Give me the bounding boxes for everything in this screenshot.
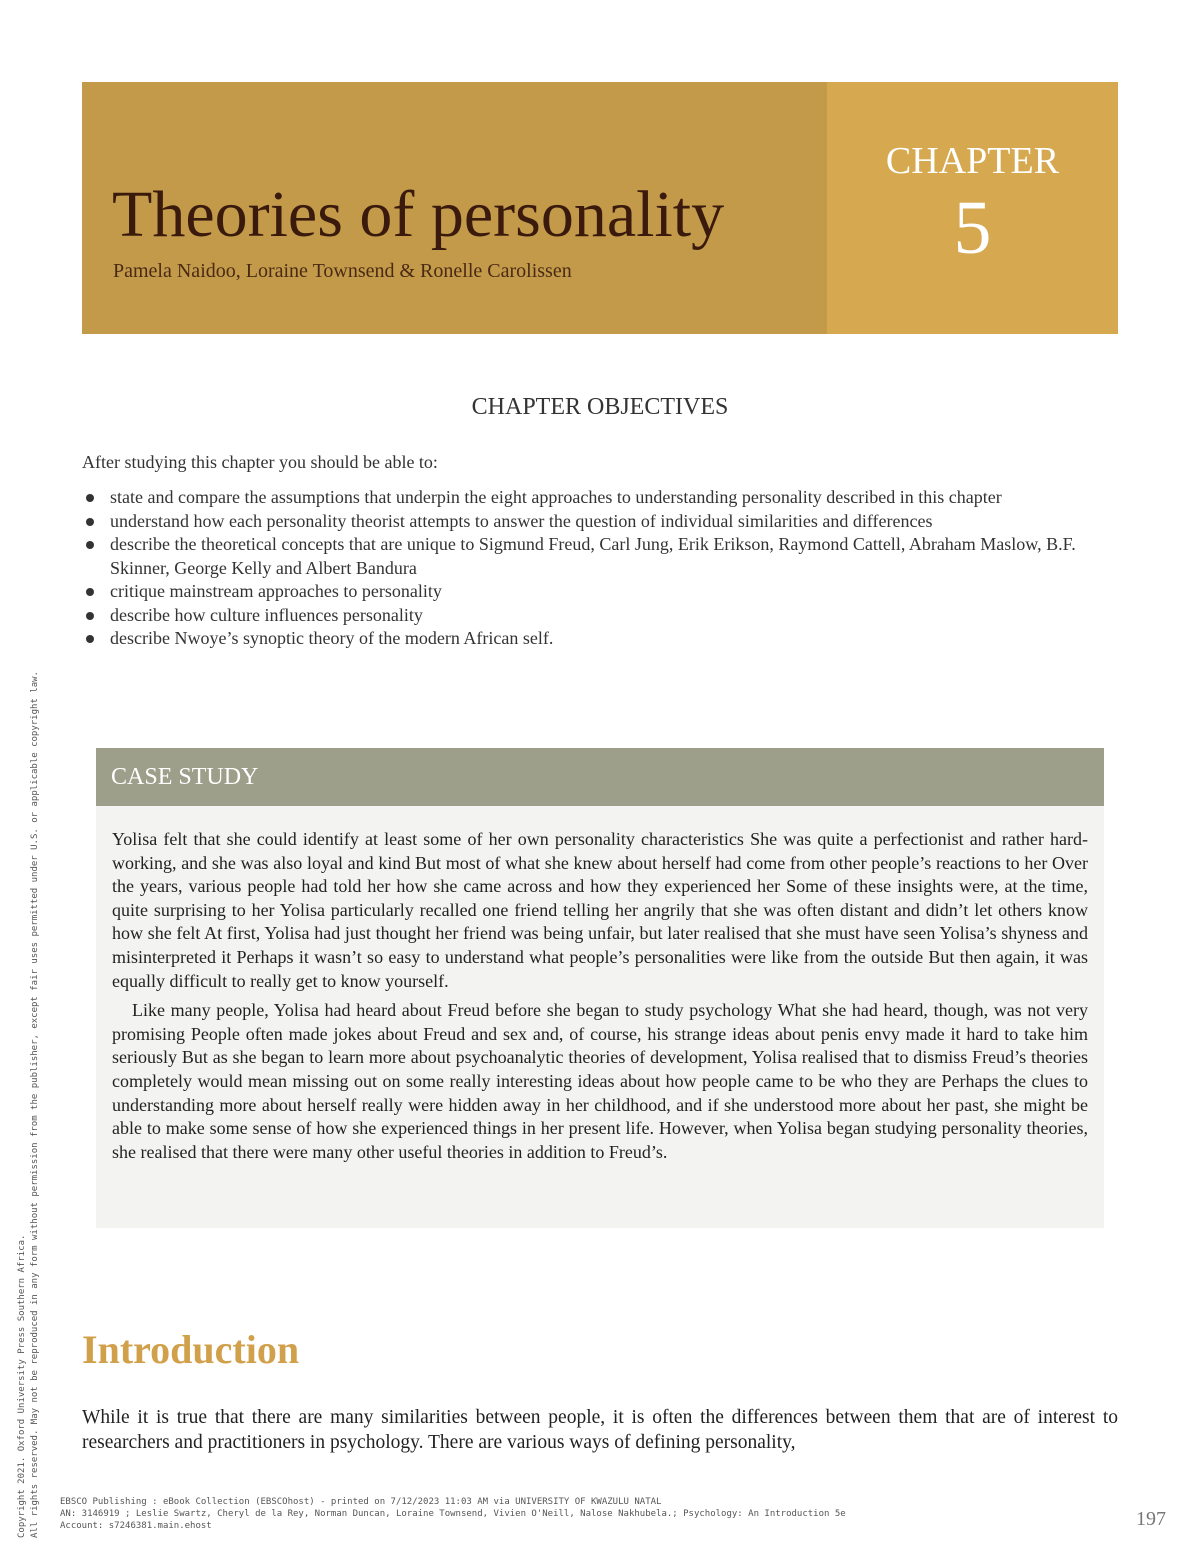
footer-line: AN: 3146919 ; Leslie Swartz, Cheryl de la Rey, Norman Duncan, Loraine Townsend, Vivien O'Neill, Nalose Nakhubela.; Psychology: An Introduction 5e: [60, 1509, 846, 1519]
chapter-label: CHAPTER: [885, 140, 1060, 182]
objective-text: understand how each personality theorist attempts to answer the question of individual similarities and differences: [110, 510, 933, 531]
copyright-line: All rights reserved. May not be reproduced in any form without permission from the publisher, except fair uses permitted under U.S. or applicable copyright law.: [30, 671, 40, 1538]
print-footer: [60, 1496, 1080, 1532]
banner-title-panel: [82, 82, 827, 334]
page-number: 197: [1136, 1508, 1166, 1530]
chapter-title: Theories of personality: [112, 178, 725, 251]
introduction-text: While it is true that there are many similarities between people, it is often the differences between them that are of interest to researchers and practitioners in psychology. There are various ways of defining personality,: [82, 1407, 1118, 1453]
bullet-icon: [86, 541, 94, 549]
objective-text: describe the theoretical concepts that are unique to Sigmund Freud, Carl Jung, Erik Erikson, Raymond Cattell, Abraham Maslow, B.F. Skinner, George Kelly and Albert Bandura: [110, 534, 1076, 578]
case-study-paragraph: Yolisa felt that she could identify at least some of her own personality characteristics She was quite a perfectionist and rather hard-working, and she was also loyal and kind But most of what she knew about herself had come from other people’s reactions to her Over the years, various people had told her how she came across and how they experienced her Some of these insights were, at the time, quite surprising to her Yolisa particularly recalled one friend telling her angrily that she was often distant and didn’t let others know how she felt At first, Yolisa had just thought her friend was being unfair, but later realised that she must have seen Yolisa’s shyness and misinterpreted it Perhaps it wasn’t so easy to understand what people’s personalities were like from the outside But then again, it was equally difficult to really get to know yourself.: [112, 829, 1088, 991]
objectives-list: [82, 486, 1112, 651]
copyright-line: Copyright 2021. Oxford University Press Southern Africa.: [17, 1234, 27, 1538]
case-study-box: [96, 748, 1104, 1228]
case-study-paragraph: Like many people, Yolisa had heard about Freud before she began to study psychology What she had heard, though, was not very promising People often made jokes about Freud and sex and, of course, his strange ideas about penis envy made it hard to take him seriously But as she began to learn more about psychoanalytic theories of development, Yolisa realised that to dismiss Freud’s theories completely would mean missing out on some really interesting ideas about how people came to be who they are Perhaps the clues to understanding more about herself really were hidden away in her childhood, and if she understood more about her past, she might be able to make some sense of how she experienced things in her present life. However, when Yolisa began studying personality theories, she realised that there were many other useful theories in addition to Freud’s.: [112, 1000, 1088, 1162]
objective-item: [82, 604, 1112, 628]
case-study-heading: CASE STUDY: [96, 748, 1104, 806]
chapter-banner: [82, 82, 1118, 334]
chapter-number: 5: [953, 186, 992, 270]
objective-item: [82, 486, 1112, 510]
objective-item: [82, 510, 1112, 534]
banner-chapter-panel: [827, 82, 1118, 334]
objective-text: state and compare the assumptions that underpin the eight approaches to understanding personality described in this chapter: [110, 487, 1002, 507]
objective-text: describe how culture influences personality: [110, 604, 423, 625]
objective-text: describe Nwoye’s synoptic theory of the modern African self.: [110, 628, 554, 648]
bullet-icon: [86, 612, 94, 620]
objectives-intro: After studying this chapter you should be able to:: [82, 452, 438, 472]
footer-line: EBSCO Publishing : eBook Collection (EBSCOhost) - printed on 7/12/2023 11:03 AM via UNIVERSITY OF KWAZULU NATAL: [60, 1497, 662, 1507]
case-study-body: [96, 806, 1104, 1164]
objective-item: [82, 627, 1112, 651]
bullet-icon: [86, 518, 94, 526]
introduction-heading: Introduction: [82, 1327, 300, 1372]
chapter-authors: Pamela Naidoo, Loraine Townsend & Ronelle Carolissen: [113, 260, 572, 282]
footer-line: Account: s7246381.main.ehost: [60, 1521, 212, 1531]
objectives-heading: CHAPTER OBJECTIVES: [471, 394, 729, 420]
objective-text: critique mainstream approaches to personality: [110, 581, 442, 601]
copyright-notice: [16, 88, 42, 1538]
objective-item: [82, 533, 1112, 580]
bullet-icon: [86, 635, 94, 643]
bullet-icon: [86, 494, 94, 502]
objective-item: [82, 580, 1112, 604]
bullet-icon: [86, 588, 94, 596]
